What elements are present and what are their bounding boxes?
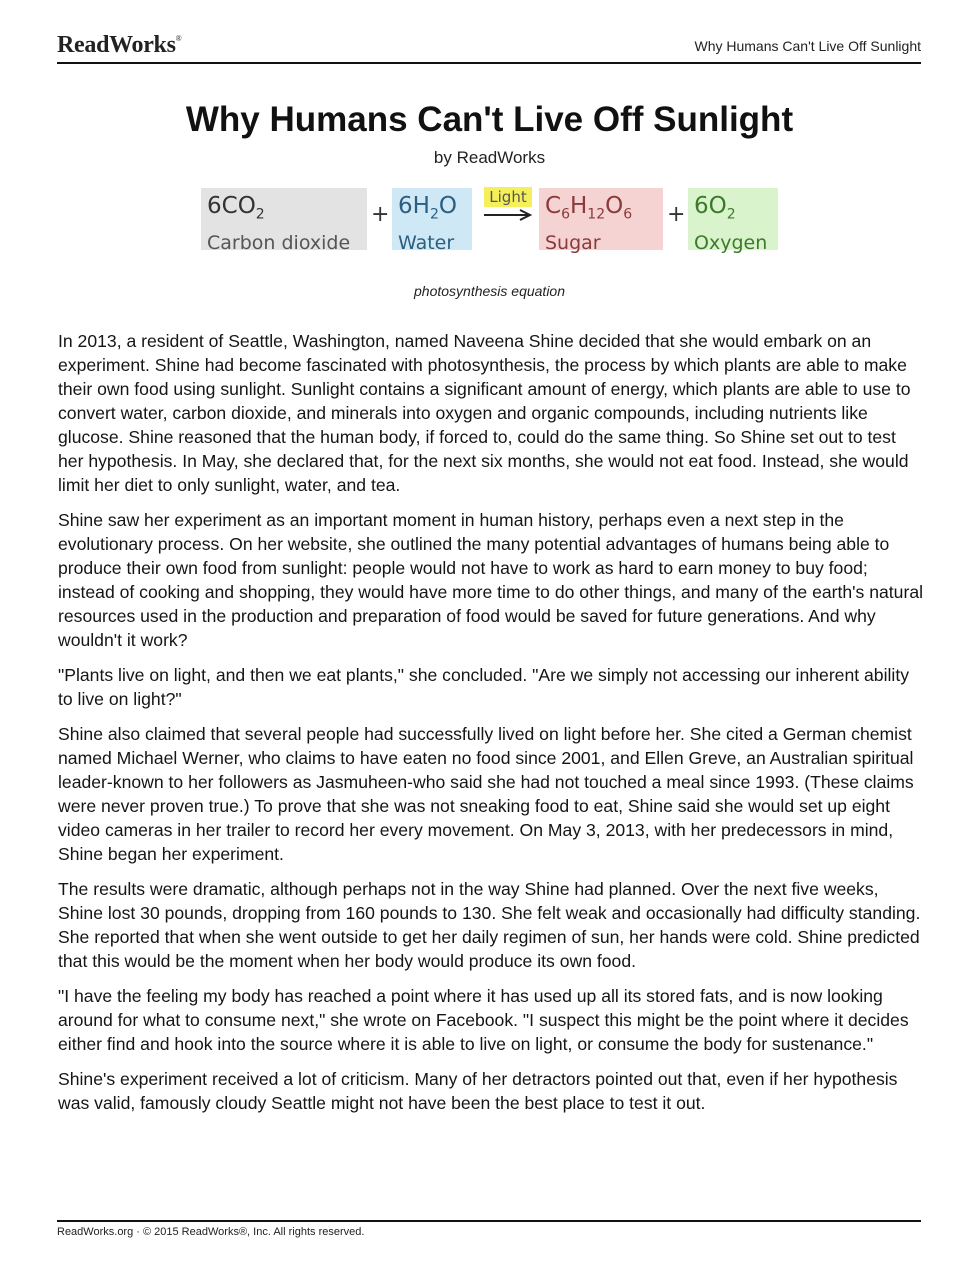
- oxygen-box: [688, 188, 778, 254]
- paragraph: Shine also claimed that several people had successfully lived on light before her. She cited a German chemist named Michael Werner, who claims to have eaten no food since 2001, and Ellen Greve, an Australian spiritual leader-known to her followers as Jasmuheen-who said she had not touched a meal since 1993. (These claims were never proven true.) To prove that she was not sneaking food to eat, Shine said she would set up eight video cameras in her trailer to record her every movement. On May 3, 2013, with her predecessors in mind, Shine began her experiment.: [58, 724, 914, 864]
- byline: by ReadWorks: [433, 148, 546, 167]
- co2-label: Carbon dioxide: [207, 231, 351, 254]
- water-box: [392, 188, 472, 254]
- plus-sign: +: [667, 202, 686, 227]
- paragraph: Shine's experiment received a lot of criticism. Many of her detractors pointed out that, even if her hypothesis was valid, famously cloudy Seattle might not have been the best place to test it out.: [58, 1069, 898, 1113]
- co2-formula: $6CO_2$: [207, 193, 265, 223]
- sugar-label: Sugar: [545, 231, 601, 254]
- article-title: Why Humans Can't Live Off Sunlight: [185, 100, 794, 139]
- article-body: [58, 329, 924, 1126]
- paragraph: "Plants live on light, and then we eat plants," she concluded. "Are we simply not accessing our inherent ability to live on light?": [58, 665, 910, 709]
- paragraph: The results were dramatic, although perhaps not in the way Shine had planned. Over the next five weeks, Shine lost 30 pounds, dropping from 160 pounds to 130. She felt weak and occasionally had difficulty standing. She reported that when she went outside to get her daily regimen of sun, her hands were cold. Shine predicted that this would be the moment when her body would produce its own food.: [58, 879, 921, 971]
- reaction-arrow-icon: [482, 208, 534, 222]
- page-footer: [57, 1220, 921, 1238]
- light-label: Light: [484, 187, 532, 207]
- page-header: [57, 28, 921, 64]
- plus-sign: +: [371, 202, 390, 227]
- running-title: Why Humans Can't Live Off Sunlight: [694, 38, 921, 54]
- paragraph: "I have the feeling my body has reached a point where it has used up all its stored fats, and is now looking around for what to consume next," she wrote on Facebook. "I suspect this might be the point where it decides either find and hook into the source where it is able to live on light, or consume the body for sustenance.": [58, 986, 909, 1054]
- oxygen-label: Oxygen: [694, 231, 768, 254]
- water-label: Water: [398, 231, 455, 254]
- carbon-dioxide-box: [201, 188, 367, 254]
- copyright-text: ReadWorks.org · © 2015 ReadWorks®, Inc. All rights reserved.: [57, 1226, 365, 1238]
- readworks-logo: [57, 32, 181, 59]
- logo-text: ReadWorks: [57, 32, 176, 58]
- o2-formula: $6O_2$: [694, 193, 736, 223]
- image-caption: photosynthesis equation: [414, 283, 565, 299]
- paragraph: Shine saw her experiment as an important moment in human history, perhaps even a next step in the evolutionary process. On her website, she outlined the many potential advantages of humans being able to produce their own food from sunlight: people would not have to work as hard to earn money to buy food; instead of cooking and shopping, they would have more time to do other things, and many of the earth's natural resources used in the production and preparation of food would be saved for future generations. And why wouldn't it work?: [58, 510, 924, 650]
- logo-registered-mark: ®: [175, 34, 182, 43]
- sugar-formula: $C_6H_{12}O_6$: [545, 193, 633, 223]
- h2o-formula: $6H_2O$: [398, 193, 457, 223]
- photosynthesis-equation-image: [201, 184, 778, 252]
- sugar-box: [539, 188, 663, 254]
- paragraph: In 2013, a resident of Seattle, Washington, named Naveena Shine decided that she would embark on an experiment. Shine had become fascinated with photosynthesis, the process by which plants are able to make their own food using sunlight. Sunlight contains a significant amount of energy, which plants are able to use to convert water, carbon dioxide, and minerals into oxygen and organic compounds, including nutrients like glucose. Shine reasoned that the human body, if forced to, could do the same thing. So Shine set out to test her hypothesis. In May, she declared that, for the next six months, she would not eat food. Instead, she would limit her diet to only sunlight, water, and tea.: [58, 331, 911, 495]
